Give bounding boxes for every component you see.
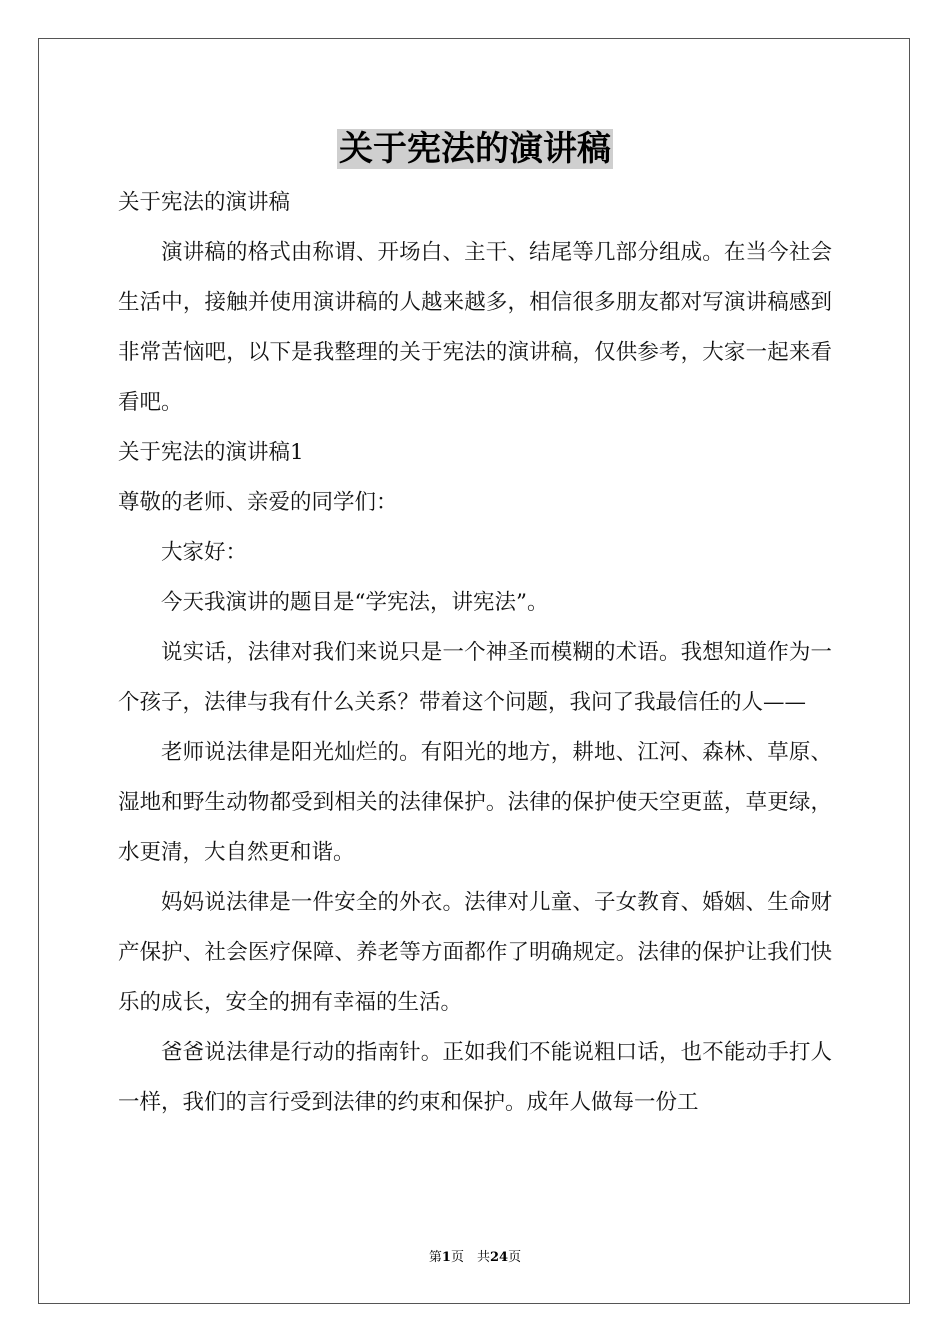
paragraph: 演讲稿的格式由称谓、开场白、主干、结尾等几部分组成。在当今社会生活中，接触并使用演讲稿的人越来越多，相信很多朋友都对写演讲稿感到非常苦恼吧，以下是我整理的关于宪法的演讲稿，仅供参考，大家一起来看看吧。	[118, 240, 832, 415]
paragraph: 关于宪法的演讲稿1	[118, 440, 304, 465]
document-title	[0, 128, 950, 170]
footer-suffix: 页	[508, 1250, 522, 1265]
paragraph: 大家好：	[161, 540, 248, 565]
paragraph: 尊敬的老师、亲爱的同学们：	[118, 490, 398, 515]
document-body	[118, 178, 832, 1128]
paragraph: 关于宪法的演讲稿	[118, 190, 291, 215]
paragraph: 妈妈说法律是一件安全的外衣。法律对儿童、子女教育、婚姻、生命财产保护、社会医疗保障、养老等方面都作了明确规定。法律的保护让我们快乐的成长，安全的拥有幸福的生活。	[118, 890, 832, 1015]
paragraph: 今天我演讲的题目是“学宪法，讲宪法”。	[161, 590, 549, 615]
paragraph: 老师说法律是阳光灿烂的。有阳光的地方，耕地、江河、森林、草原、湿地和野生动物都受到相关的法律保护。法律的保护使天空更蓝，草更绿，水更清，大自然更和谐。	[118, 740, 832, 865]
footer-page-number: 1	[441, 1250, 451, 1265]
footer-mid: 页 共	[450, 1250, 490, 1265]
paragraph: 爸爸说法律是行动的指南针。正如我们不能说粗口话，也不能动手打人一样，我们的言行受到法律的约束和保护。成年人做每一份工	[118, 1040, 832, 1115]
page-footer	[0, 1246, 950, 1265]
footer-prefix: 第	[428, 1250, 442, 1265]
document-title-text: 关于宪法的演讲稿	[339, 129, 611, 169]
footer-total-pages: 24	[489, 1250, 509, 1265]
paragraph: 说实话，法律对我们来说只是一个神圣而模糊的术语。我想知道作为一个孩子，法律与我有什么关系？带着这个问题，我问了我最信任的人——	[118, 640, 832, 715]
